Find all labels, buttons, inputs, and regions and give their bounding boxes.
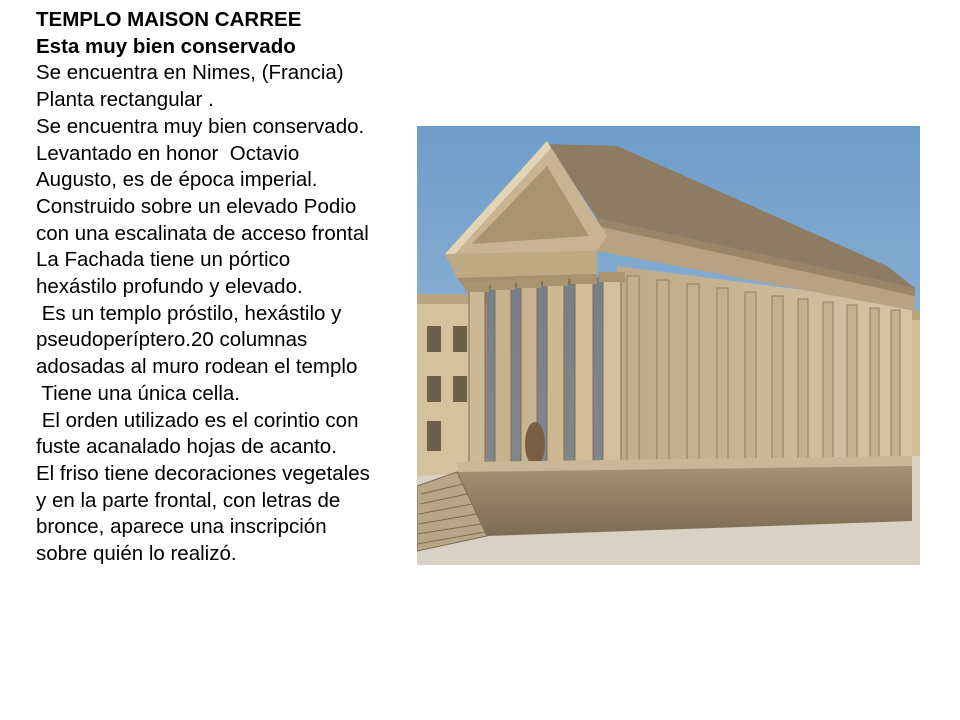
front-entablature [445,251,597,278]
text-line: hexástilo profundo y elevado. [36,275,303,299]
text-line: fuste acanalado hojas de acanto. [36,435,337,459]
text-line: Es un templo próstilo, hexástilo y [36,301,342,325]
temple-illustration [417,126,920,565]
slide-subtitle: Esta muy bien conservado [36,34,296,58]
text-line: Planta rectangular . [36,88,214,112]
text-line: pseudoperíptero.20 columnas [36,328,308,352]
text-column [36,7,406,568]
text-line: con una escalinata de acceso frontal [36,221,369,245]
text-line: El orden utilizado es el corintio con [36,408,359,432]
text-line: y en la parte frontal, con letras de [36,488,341,512]
temple-photo [417,126,920,565]
slide-title: TEMPLO MAISON CARREE [36,8,302,31]
text-line: bronce, aparece una inscripción [36,515,327,539]
text-line: Levantado en honor Octavio [36,141,300,165]
text-line: Construido sobre un elevado Podio [36,194,357,218]
text-line: La Fachada tiene un pórtico [36,248,291,272]
text-line: Augusto, es de época imperial. [36,168,318,192]
text-line: sobre quién lo realizó. [36,542,237,566]
text-line: Tiene una única cella. [36,381,240,405]
text-line: adosadas al muro rodean el templo [36,355,358,379]
text-line: El friso tiene decoraciones vegetales [36,461,370,485]
text-line: Se encuentra en Nimes, (Francia) [36,61,344,85]
text-line: Se encuentra muy bien conservado. [36,114,365,138]
